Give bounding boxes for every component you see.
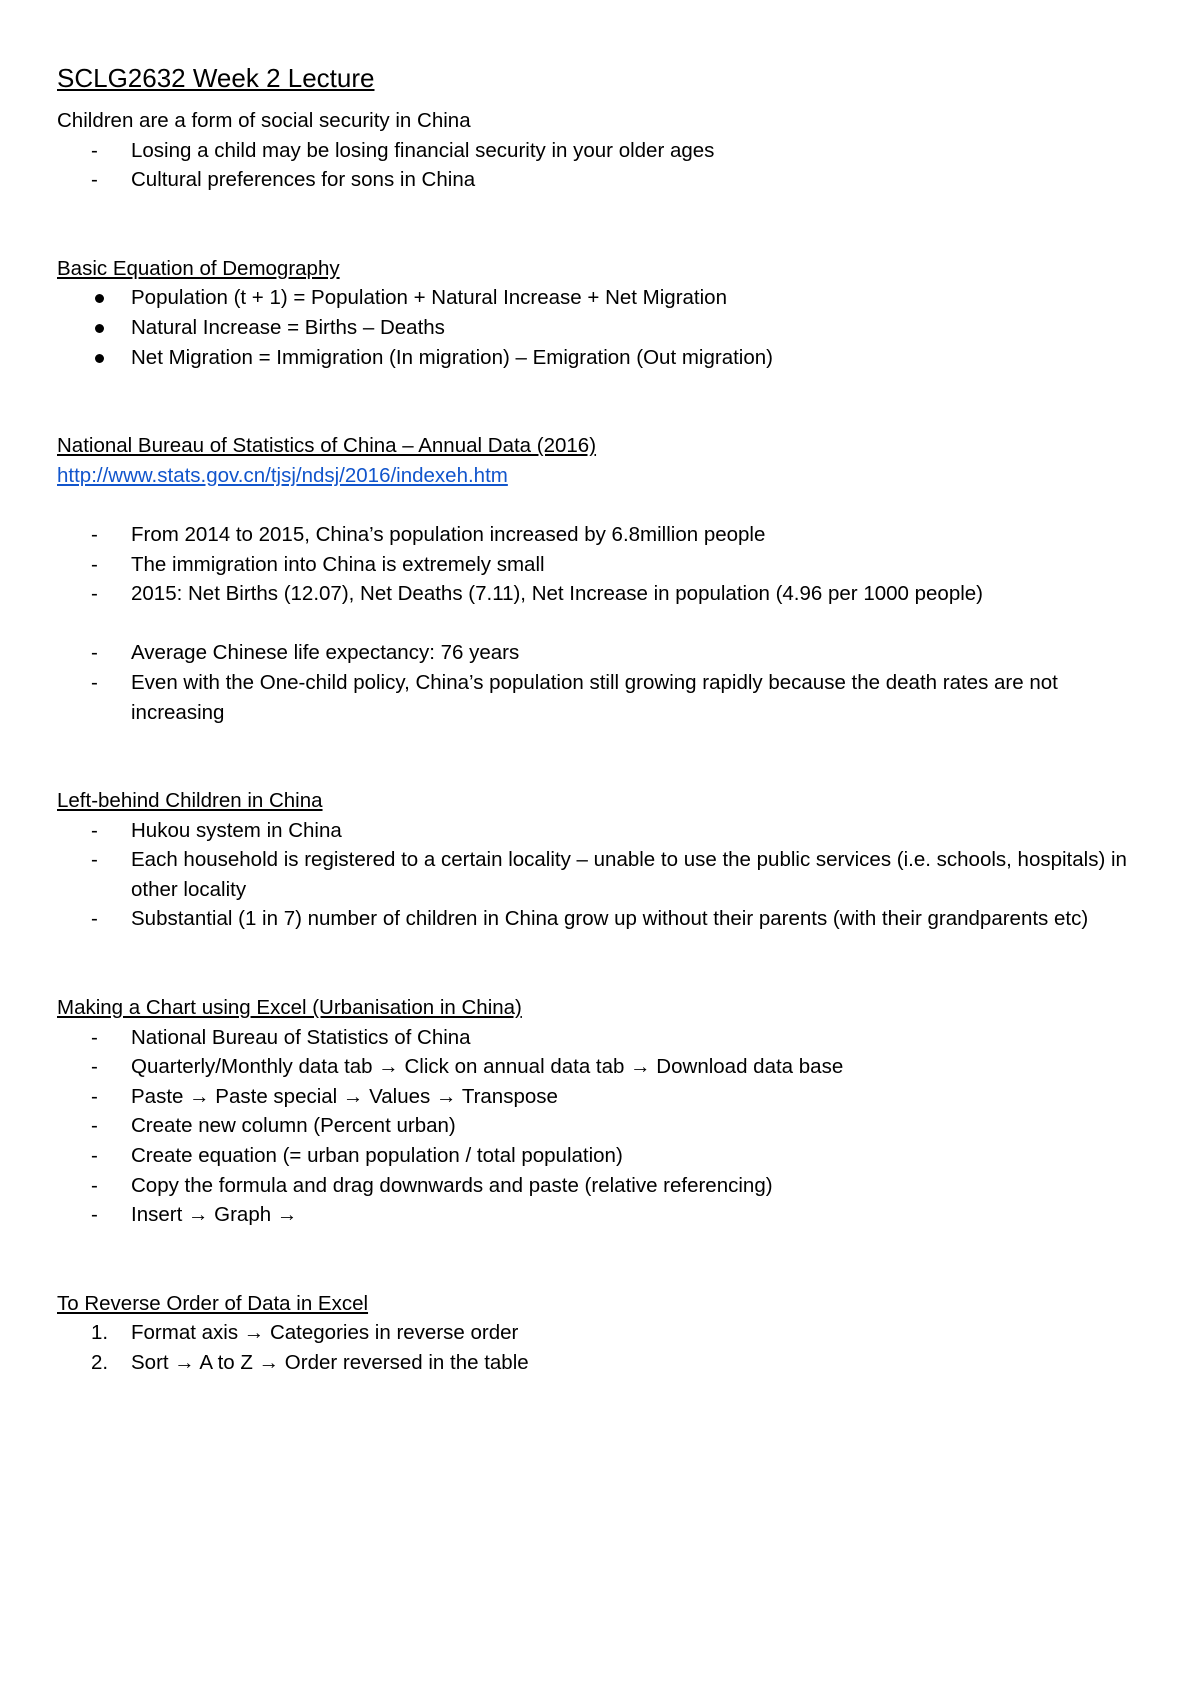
list-item: - Average Chinese life expectancy: 76 years: [57, 638, 1147, 668]
number-marker: 1.: [91, 1321, 109, 1345]
list-item: - Hukou system in China: [57, 816, 1147, 846]
list-item: Natural Increase = Births – Deaths: [57, 313, 1147, 343]
dash-marker: -: [91, 1114, 98, 1138]
list-item: - Losing a child may be losing financial security in your older ages: [57, 136, 1147, 166]
dash-marker: -: [91, 552, 98, 576]
section-heading-nbs: National Bureau of Statistics of China – Annual Data (2016): [57, 434, 597, 458]
leftbehind-list: [57, 816, 1147, 934]
dash-marker: -: [91, 1084, 98, 1108]
dash-marker: -: [91, 907, 98, 931]
dash-marker: -: [91, 1025, 98, 1049]
list-item: 1. Format axis → Categories in reverse order: [57, 1318, 1147, 1348]
list-item: - Create equation (= urban population / total population): [57, 1141, 1147, 1171]
dash-marker: -: [91, 582, 98, 606]
document-body: [57, 60, 1147, 1378]
section-heading-demography: Basic Equation of Demography: [57, 256, 340, 280]
list-item: - Cultural preferences for sons in China: [57, 165, 1147, 195]
list-item: - Copy the formula and drag downwards and paste (relative referencing): [57, 1171, 1147, 1201]
number-marker: 2.: [91, 1351, 109, 1374]
dash-marker: -: [91, 818, 98, 842]
dash-marker: -: [91, 1173, 98, 1197]
nbs-list-a: [57, 520, 1147, 609]
list-item: - Create new column (Percent urban): [57, 1111, 1147, 1141]
dash-marker: -: [91, 1144, 98, 1168]
list-item: Net Migration = Immigration (In migration) – Emigration (Out migration): [57, 343, 1147, 373]
list-item: - Substantial (1 in 7) number of children in China grow up without their parents (with their grandparents etc): [57, 904, 1147, 934]
dash-marker: -: [91, 1055, 98, 1079]
section-heading-excel-chart: Making a Chart using Excel (Urbanisation in China): [57, 996, 522, 1020]
list-item: - Paste → Paste special → Values → Transpose: [57, 1082, 1147, 1112]
dash-marker: -: [91, 138, 98, 162]
dash-marker: -: [91, 1203, 98, 1227]
list-item: - Each household is registered to a certain locality – unable to use the public services (i.e. schools, hospitals) in other locality: [57, 845, 1147, 904]
list-item: 2. Sort → A to Z → Order reversed in the table: [57, 1348, 1147, 1378]
demography-list: [57, 283, 1147, 372]
section-heading-reverse: To Reverse Order of Data in Excel: [57, 1291, 369, 1315]
list-item: Population (t + 1) = Population + Natural Increase + Net Migration: [57, 283, 1147, 313]
intro-text: Children are a form of social security in China: [57, 109, 471, 132]
dash-marker: -: [91, 848, 98, 872]
bullet-icon: [95, 294, 104, 303]
dash-marker: -: [91, 670, 98, 694]
nbs-list-b: [57, 638, 1147, 727]
list-item: - Quarterly/Monthly data tab → Click on annual data tab → Download data base: [57, 1052, 1147, 1082]
list-item: - National Bureau of Statistics of China: [57, 1023, 1147, 1053]
excel-chart-list: [57, 1023, 1147, 1230]
document-title: SCLG2632 Week 2 Lecture: [57, 63, 375, 93]
dash-marker: -: [91, 168, 98, 192]
dash-marker: -: [91, 641, 98, 665]
intro-list: [57, 136, 1147, 195]
dash-marker: -: [91, 522, 98, 546]
list-item: - Even with the One-child policy, China’s population still growing rapidly because the death rates are not increasing: [57, 668, 1147, 727]
bullet-icon: [95, 354, 104, 363]
nbs-data-link[interactable]: http://www.stats.gov.cn/tjsj/ndsj/2016/indexeh.htm: [57, 463, 508, 487]
list-item: - Insert → Graph →: [57, 1200, 1147, 1230]
list-item: - 2015: Net Births (12.07), Net Deaths (7.11), Net Increase in population (4.96 per 1000 people): [57, 579, 1147, 609]
list-item: - From 2014 to 2015, China’s population increased by 6.8million people: [57, 520, 1147, 550]
bullet-icon: [95, 324, 104, 333]
list-item: - The immigration into China is extremely small: [57, 550, 1147, 580]
reverse-list: [57, 1318, 1147, 1377]
section-heading-leftbehind: Left-behind Children in China: [57, 789, 323, 813]
